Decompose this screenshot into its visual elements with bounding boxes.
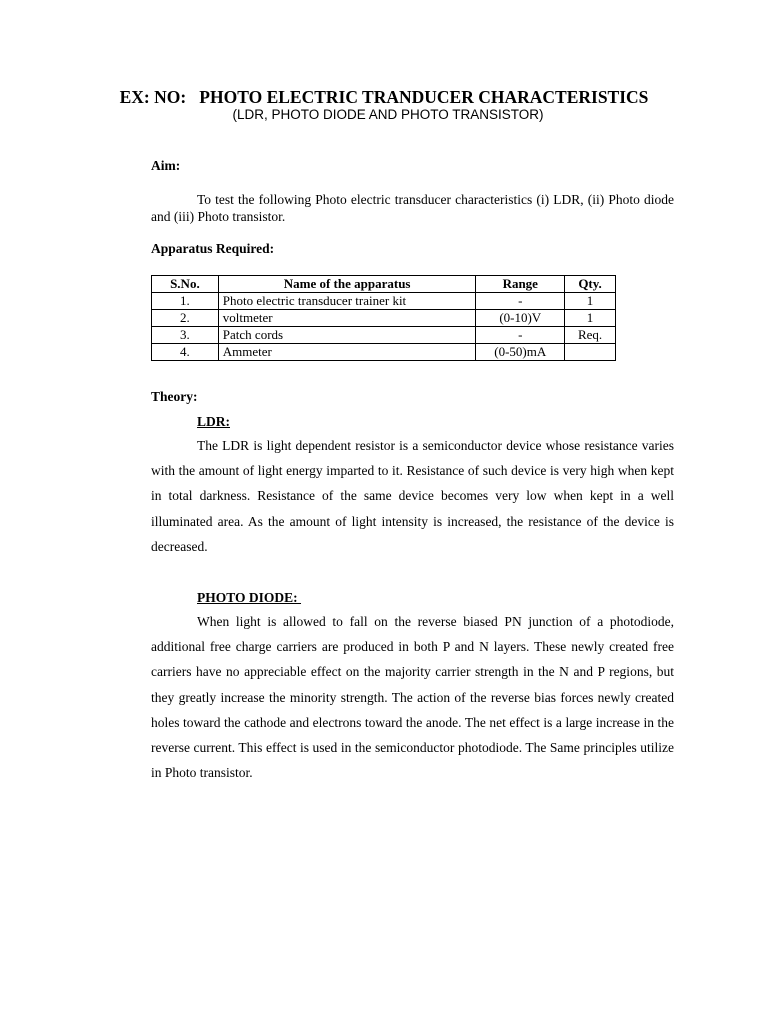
table-cell-qty: Req. — [565, 327, 616, 344]
apparatus-table — [151, 275, 616, 361]
table-cell-sno: 2. — [152, 310, 219, 327]
table-cell-name: Photo electric transducer trainer kit — [218, 293, 476, 310]
table-header-range: Range — [476, 276, 565, 293]
table-cell-sno: 4. — [152, 344, 219, 361]
ldr-heading: LDR: — [197, 414, 230, 429]
page-subtitle: (LDR, PHOTO DIODE AND PHOTO TRANSISTOR) — [232, 107, 544, 122]
table-cell-range: - — [476, 327, 565, 344]
aim-text: To test the following Photo electric transducer characteristics (i) LDR, (ii) Photo diode and (iii) Photo transistor. — [151, 192, 674, 224]
table-header-sno: S.No. — [152, 276, 219, 293]
ldr-text: The LDR is light dependent resistor is a semiconductor device whose resistance varies with the amount of light energy imparted to it. Resistance of such device is very high when kept in total darkness. Resistance of the same device becomes very low when kept in a well illuminated area. As the amount of light intensity is increased, the resistance of the device is decreased. — [151, 438, 674, 554]
table-cell-qty — [565, 344, 616, 361]
table-row — [152, 293, 616, 310]
table-cell-qty: 1 — [565, 310, 616, 327]
table-cell-range: (0-50)mA — [476, 344, 565, 361]
photodiode-heading: PHOTO DIODE: — [197, 590, 302, 605]
table-cell-range: (0-10)V — [476, 310, 565, 327]
table-cell-qty: 1 — [565, 293, 616, 310]
table-row — [152, 310, 616, 327]
theory-heading: Theory: — [151, 389, 198, 404]
table-cell-sno: 1. — [152, 293, 219, 310]
aim-heading: Aim: — [151, 158, 181, 173]
table-header-name: Name of the apparatus — [218, 276, 476, 293]
ldr-paragraph — [151, 433, 674, 559]
table-row — [152, 344, 616, 361]
table-cell-name: voltmeter — [218, 310, 476, 327]
table-cell-sno: 3. — [152, 327, 219, 344]
table-cell-range: - — [476, 293, 565, 310]
table-cell-name: Ammeter — [218, 344, 476, 361]
table-header-row — [152, 276, 616, 293]
apparatus-heading: Apparatus Required: — [151, 241, 275, 256]
photodiode-text: When light is allowed to fall on the reverse biased PN junction of a photodiode, additional free charge carriers are produced in both P and N layers. These newly created free carriers have no appreciable effect on the majority carrier strength in the N and P regions, but they greatly increase the minority strength. The action of the reverse bias forces newly created holes toward the cathode and electrons toward the anode. The net effect is a large increase in the reverse current. This effect is used in the semiconductor photodiode. The Same principles utilize in Photo transistor. — [151, 614, 674, 781]
table-cell-name: Patch cords — [218, 327, 476, 344]
aim-paragraph — [151, 191, 674, 225]
table-row — [152, 327, 616, 344]
photodiode-paragraph — [151, 609, 674, 785]
page-title: EX: NO: PHOTO ELECTRIC TRANDUCER CHARACTERISTICS — [119, 87, 649, 107]
table-header-qty: Qty. — [565, 276, 616, 293]
